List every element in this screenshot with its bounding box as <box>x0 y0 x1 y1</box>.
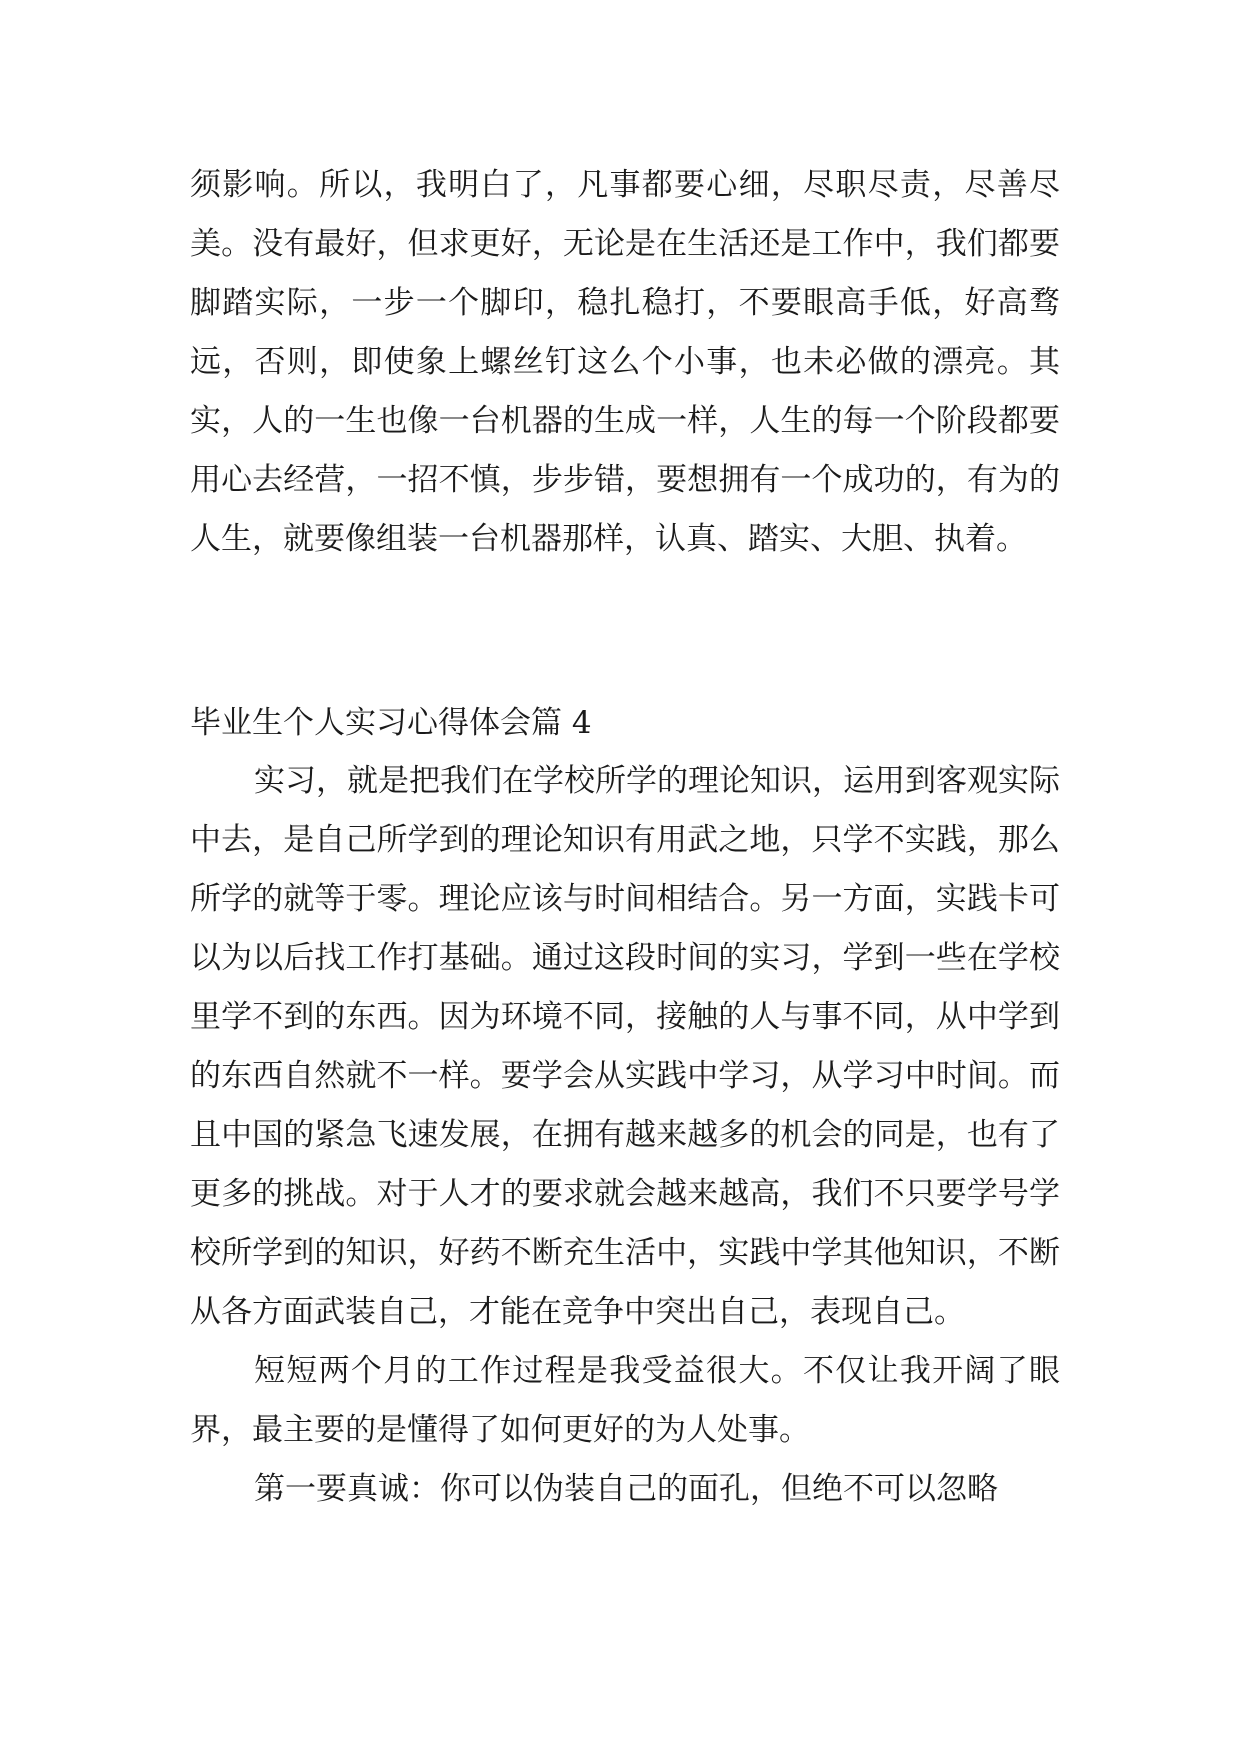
body-text-block <box>190 752 1060 1519</box>
continuation-text-block <box>190 156 1060 569</box>
body-paragraph-2: 短短两个月的工作过程是我受益很大。不仅让我开阔了眼界，最主要的是懂得了如何更好的为人处事。 <box>190 1353 1060 1448</box>
body-paragraph-3: 第一要真诚：你可以伪装自己的面孔，但绝不可以忽略 <box>254 1471 998 1507</box>
body-paragraph-1: 实习，就是把我们在学校所学的理论知识，运用到客观实际中去，是自己所学到的理论知识有用武之地，只学不实践，那么所学的就等于零。理论应该与时间相结合。另一方面，实践卡可以为以后找工作打基础。通过这段时间的实习，学到一些在学校里学不到的东西。因为环境不同，接触的人与事不同，从中学到的东西自然就不一样。要学会从实践中学习，从学习中时间。而且中国的紧急飞速发展，在拥有越来越多的机会的同是，也有了更多的挑战。对于人才的要求就会越来越高，我们不只要学号学校所学到的知识，好药不断充生活中，实践中学其他知识，不断从各方面武装自己，才能在竞争中突出自己，表现自己。 <box>190 763 1060 1330</box>
section-heading: 毕业生个人实习心得体会篇 4 <box>190 705 592 741</box>
continuation-paragraph: 须影响。所以，我明白了，凡事都要心细，尽职尽责，尽善尽美。没有最好，但求更好，无论是在生活还是工作中，我们都要脚踏实际，一步一个脚印，稳扎稳打，不要眼高手低，好高骛远，否则，即使象上螺丝钉这么个小事，也未必做的漂亮。其实，人的一生也像一台机器的生成一样，人生的每一个阶段都要用心去经营，一招不慎，步步错，要想拥有一个成功的，有为的人生，就要像组装一台机器那样，认真、踏实、大胆、执着。 <box>190 167 1060 557</box>
